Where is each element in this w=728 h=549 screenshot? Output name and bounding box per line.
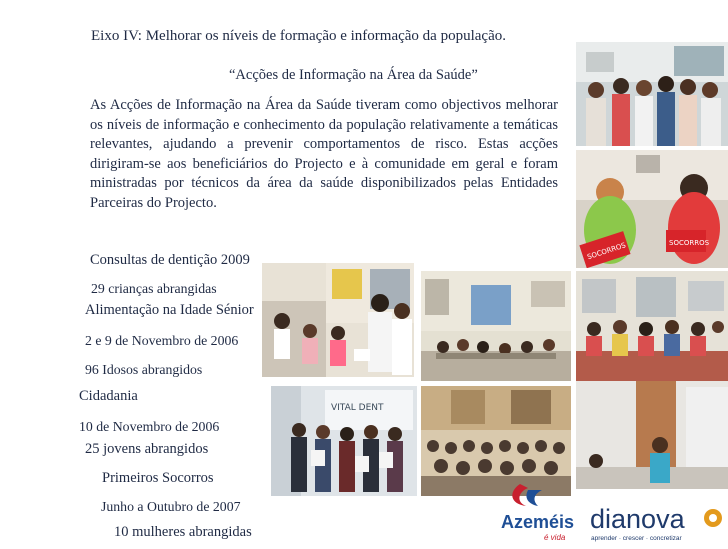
action-2-date: 2 e 9 de Novembro de 2006 bbox=[85, 333, 239, 348]
first-aid-box-label-2: SOCORROS bbox=[669, 239, 710, 247]
photo-youth-group bbox=[576, 42, 728, 146]
action-4-date: Junho a Outubro de 2007 bbox=[101, 499, 241, 514]
dianova-logo bbox=[588, 500, 728, 544]
photo-classroom-session bbox=[421, 271, 571, 381]
action-1-title: Consultas de dentição 2009 bbox=[90, 252, 250, 268]
azemeis-wordmark: Azeméis bbox=[501, 512, 575, 532]
first-aid-box-label: SOCORROS bbox=[586, 241, 627, 262]
vital-dent-sign: VITAL DENT bbox=[331, 403, 384, 413]
action-3-title: Cidadania bbox=[79, 388, 138, 404]
action-3-date: 10 de Novembro de 2006 bbox=[79, 419, 220, 434]
dianova-wordmark: dianova bbox=[590, 504, 685, 534]
dianova-tagline: aprender · crescer · concretizar bbox=[591, 535, 682, 542]
action-3-count: 25 jovens abrangidos bbox=[85, 441, 209, 457]
action-4-count: 10 mulheres abrangidas bbox=[114, 524, 252, 540]
azemeis-logo bbox=[498, 482, 578, 544]
photo-table-meeting bbox=[576, 271, 728, 381]
section-subtitle: “Acções de Informação na Área da Saúde” bbox=[229, 67, 478, 83]
action-2-count: 96 Idosos abrangidos bbox=[85, 362, 203, 377]
photo-office-session bbox=[576, 381, 728, 489]
photo-senior-audience bbox=[421, 386, 571, 496]
photo-dental-consult bbox=[262, 263, 414, 377]
photo-first-aid-women bbox=[576, 150, 728, 268]
action-2-title: Alimentação na Idade Sénior bbox=[85, 302, 254, 318]
photo-youth-vital-dent bbox=[271, 386, 417, 496]
action-1-count: 29 crianças abrangidas bbox=[91, 281, 217, 296]
intro-paragraph: As Acções de Informação na Área da Saúde tiveram como objectivos melhorar os níveis de informação e conhecimento da população relativamente a temáticas relevantes, ajudando a prevenir comportamentos de risco. Estas acções dirigiram-se aos beneficiários do Projecto e à comunidade em geral e foram ministradas por técnicos da área da saúde disponibilizados pelas Entidades Parceiras do Projecto. bbox=[90, 97, 558, 211]
slide-title: Eixo IV: Melhorar os níveis de formação e informação da população. bbox=[91, 28, 506, 44]
action-4-title: Primeiros Socorros bbox=[102, 470, 214, 486]
azemeis-tagline: é vida bbox=[544, 533, 566, 542]
